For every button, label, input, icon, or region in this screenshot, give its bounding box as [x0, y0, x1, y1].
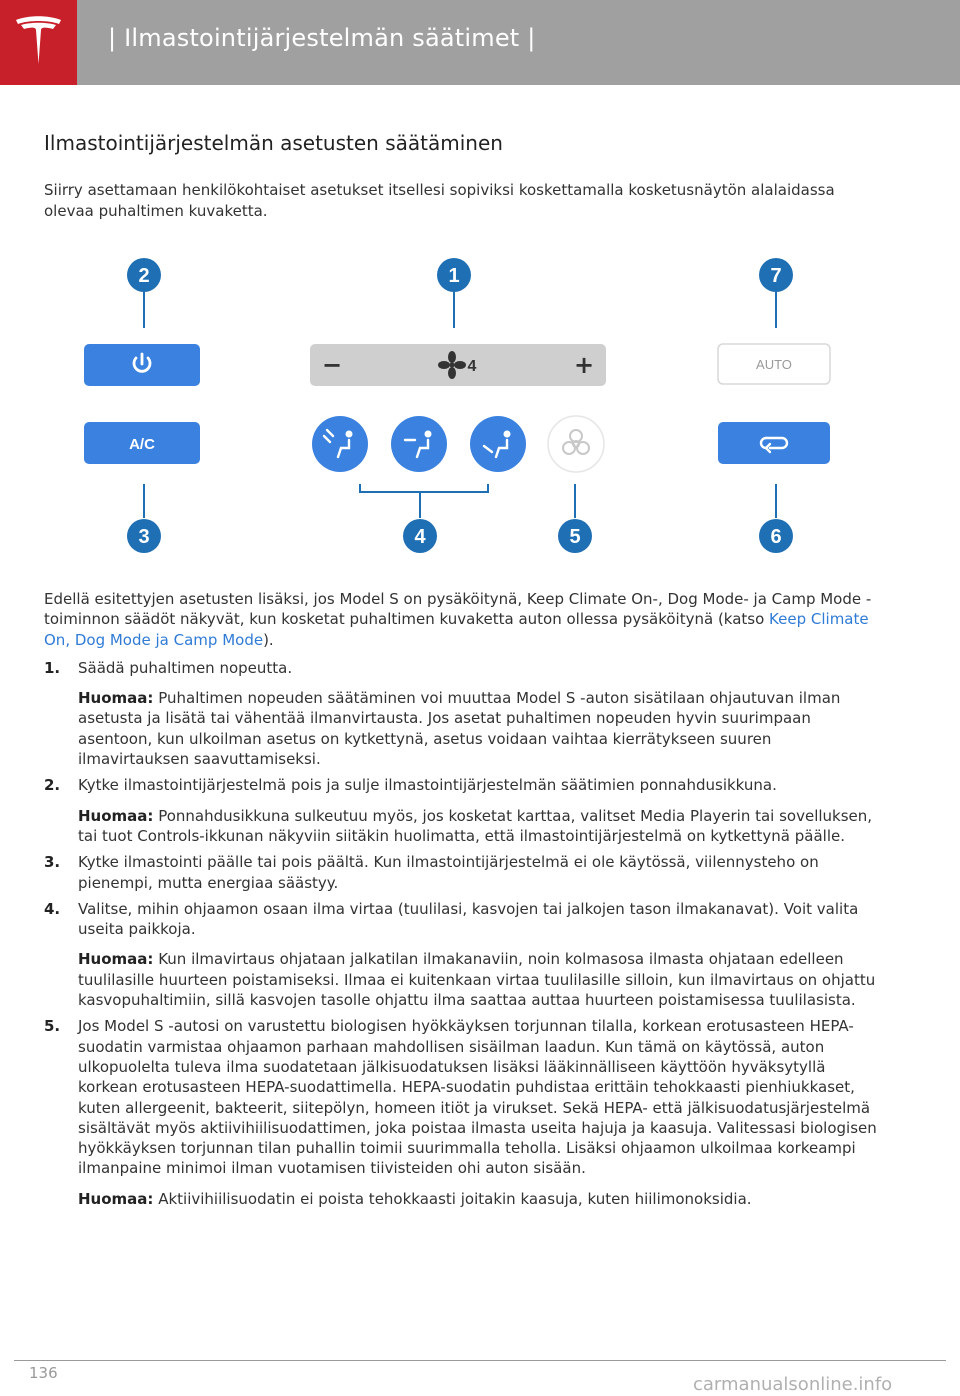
note-text: Puhaltimen nopeuden säätäminen voi muuttaa Model S -auton sisätilaan ohjautuvan ilman asetusta ja lisätä tai vähentää ilmanvirtausta. Jos asetat puhaltimen nopeuden hyvin suurimpaan asentoon, kun ulkoilman asetus on kytkettynä, asetus voidaan vaihtaa kierrätykseen suuren ilmavirtauksen saavuttamiseksi. [78, 689, 841, 769]
list-item [44, 775, 884, 846]
list-item [44, 1016, 884, 1209]
callout-2-label: 2 [138, 265, 150, 287]
recirculate-button[interactable] [718, 422, 830, 464]
airflow-feet-button[interactable] [470, 416, 526, 472]
note-text: Aktiivihiilisuodatin ei poista tehokkaasti joitakin kaasuja, kuten hiilimonoksidia. [158, 1189, 752, 1208]
list-item-number: 5. [44, 1017, 61, 1036]
list-item-text: Kytke ilmastointijärjestelmä pois ja sulje ilmastointijärjestelmän säätimien ponnahdusikkuna. [78, 776, 777, 795]
callout-6-label: 6 [770, 526, 782, 548]
intro-paragraph: Siirry asettamaan henkilökohtaiset asetukset itsellesi sopiviksi koskettamalla kosketusnäytön alalaidassa olevaa puhaltimen kuvaketta. [44, 181, 835, 220]
note-text: Kun ilmavirtaus ohjataan jalkatilan ilmakanaviin, noin kolmasosa ilmasta ohjataan edelleen tuulilasille huurteen poistamiseksi. Ilmaa ei kuitenkaan virtaa tuulilasille silloin, kun ilmavirtaus on ohjattu kasvopuhaltimiin, sillä kasvojen tasolle ohjattu ilma saattaa auttaa huurteen poistamisessa tuulilasista. [78, 950, 876, 1010]
callout-4 [360, 484, 488, 553]
list-item-number: 1. [44, 658, 61, 677]
fan-decrease-button[interactable]: − [321, 351, 343, 379]
list-item-number: 4. [44, 899, 61, 918]
callout-5 [558, 484, 592, 553]
brand-logo [0, 0, 77, 85]
callout-7 [759, 258, 793, 328]
callout-1-label: 1 [448, 265, 460, 287]
airflow-windshield-button[interactable] [312, 416, 368, 472]
list-item-text: Valitse, mihin ohjaamon osaan ilma virtaa (tuulilasi, kasvojen tai jalkojen tason ilmakanavat). Voit valita useita paikkoja. [78, 899, 859, 939]
bioweapon-defense-button[interactable] [548, 416, 604, 472]
footer-divider [14, 1360, 946, 1361]
callout-1 [437, 258, 471, 328]
auto-button[interactable] [718, 344, 830, 384]
page-header [0, 0, 960, 85]
callout-5-label: 5 [569, 526, 581, 548]
keep-climate-on-link[interactable]: Keep Climate On, Dog Mode ja Camp Mode [44, 610, 869, 649]
list-item-number: 2. [44, 776, 61, 795]
list-item [44, 899, 884, 1010]
airflow-face-button[interactable] [391, 416, 447, 472]
page-number: 136 [29, 1364, 58, 1382]
auto-button-label: AUTO [756, 357, 792, 372]
note [78, 1189, 884, 1209]
callout-7-label: 7 [770, 265, 782, 287]
note [78, 688, 884, 769]
body-text [44, 589, 884, 1215]
power-button[interactable] [84, 344, 200, 386]
body-intro-text: Edellä esitettyjen asetusten lisäksi, jos Model S on pysäköitynä, Keep Climate On-, Dog Mode- ja Camp Mode -toiminnon säädöt näkyvät, kun kosketat puhaltimen kuvaketta auton ollessa pysäköitynä (katso [44, 590, 872, 629]
note-label: Huomaa: [78, 950, 154, 969]
ac-button-label: A/C [129, 436, 155, 453]
note-text: Ponnahdusikkuna sulkeutuu myös, jos kosketat karttaa, valitset Media Playerin tai sovelluksen, tai tuot Controls-ikkunan näkyviin siitäkin huolimatta, että ilmastointijärjestelmä on kytkettynä päälle. [78, 806, 873, 845]
tesla-logo-icon [13, 14, 64, 70]
fan-speed-control [310, 344, 606, 386]
list-item-text: Jos Model S -autosi on varustettu biologisen hyökkäyksen torjunnan tilalla, korkean erotusasteen HEPA-suodatin varmistaa ohjaamon parhaan mahdollisen sisäilman laadun. Kun tämä on käytössä, auton ulkopuolelta tuleva ilma suodatetaan jälkisuodatuksen lisäksi lääkinnälliseen käyttöön hyväksytyllä korkean erotusasteen HEPA-suodattimella. HEPA-suodatin puhdistaa erittäin tehokkaasti pienhiukkaset, kuten allergeenit, bakteerit, siitepölyn, homeen itiöt ja virukset. Sekä HEPA- että jälkisuodatusjärjestelmä sisältävät myös aktiivihiilisuodattimen, joka poistaa ilmasta useita hajuja ja kaasuja. Valitessasi biologisen hyökkäyksen torjunnan tilan puhallin toimii suurimmalla teholla. Lisäksi ohjaamon ulkoilmaa korkeampi ilmanpaine minimoi ilman vuotamisen tiivisteiden ohi auton sisään. [78, 1017, 877, 1178]
fan-increase-button[interactable]: + [573, 351, 595, 379]
section-title: Ilmastointijärjestelmän asetusten säätäminen [44, 131, 503, 155]
climate-controls-diagram [70, 252, 870, 562]
callout-3-label: 3 [138, 526, 150, 548]
ac-button[interactable] [84, 422, 200, 464]
callout-2 [127, 258, 161, 328]
page-header-title: | Ilmastointijärjestelmän säätimet | [108, 24, 536, 52]
instruction-list [44, 658, 884, 1209]
note-label: Huomaa: [78, 806, 154, 825]
note-label: Huomaa: [78, 689, 154, 708]
callout-6 [759, 484, 793, 553]
body-intro-end: ). [263, 630, 274, 649]
note [78, 949, 884, 1010]
callout-3 [127, 484, 161, 553]
watermark: carmanualsonline.info [693, 1374, 893, 1395]
note-label: Huomaa: [78, 1189, 154, 1208]
list-item-text: Kytke ilmastointi päälle tai pois päältä. Kun ilmastointijärjestelmä ei ole käytössä, viilennysteho on pienempi, mutta energiaa säästyy. [78, 853, 819, 892]
body-intro-paragraph [44, 589, 884, 650]
callout-4-label: 4 [414, 526, 426, 548]
list-item [44, 852, 884, 893]
list-item-number: 3. [44, 853, 61, 872]
fan-speed-value: 4 [467, 358, 477, 375]
list-item-text: Säädä puhaltimen nopeutta. [78, 658, 293, 677]
list-item [44, 658, 884, 769]
note [78, 806, 884, 847]
